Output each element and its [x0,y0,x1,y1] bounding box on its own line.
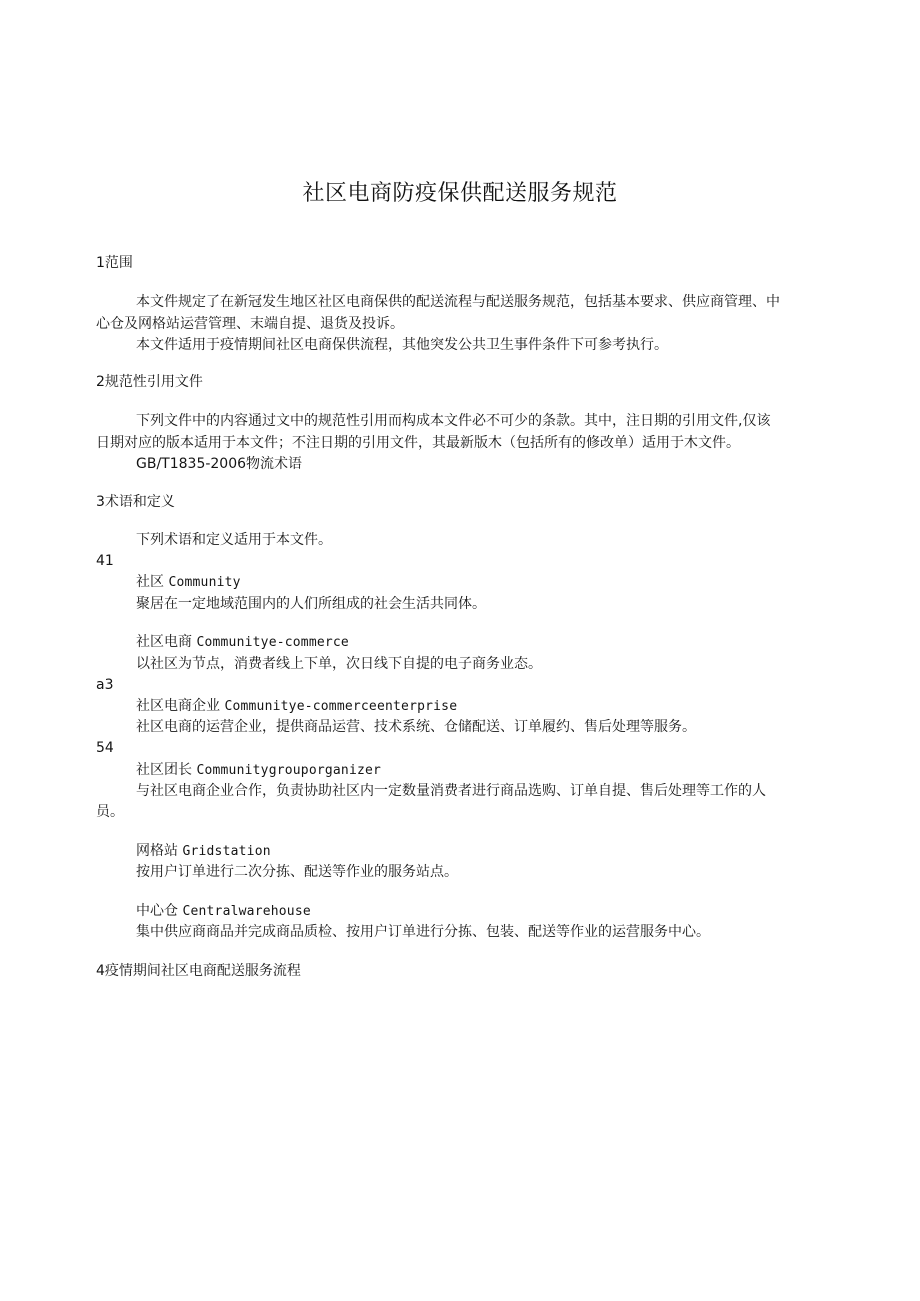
term-number: 41 [96,553,114,569]
term-en: Community [168,575,241,590]
section-4-heading: 4疫情期间社区电商配送服务流程 [96,963,301,979]
term-heading [136,632,349,653]
section-1-paragraph-2: 本文件适用于疫情期间社区电商保供流程，其他突发公共卫生事件条件下可参考执行。 [136,337,668,353]
section-2-reference: GB/T1835-2006物流术语 [136,456,303,472]
section-1-paragraph-1-line-2: 心仓及网格站运营管理、末端自提、退货及投诉。 [96,316,404,332]
section-2-paragraph-line-1: 下列文件中的内容通过文中的规范性引用而构成本文件必不可少的条款。其中，注日期的引用文件,仅该 [136,413,771,429]
term-definition-line-2: 员。 [96,804,124,820]
term-zh: 中心仓 [136,903,178,919]
term-definition-line-1: 与社区电商企业合作，负责协助社区内一定数量消费者进行商品选购、订单自提、售后处理等工作的人 [136,783,766,799]
term-en: Communitygrouporganizer [196,763,382,778]
term-heading [136,901,311,922]
term-definition: 以社区为节点，消费者线上下单，次日线下自提的电子商务业态。 [136,656,542,672]
document-title: 社区电商防疫保供配送服务规范 [302,181,618,206]
term-definition: 社区电商的运营企业，提供商品运营、技术系统、仓储配送、订单履约、售后处理等服务。 [136,719,696,735]
section-3-heading: 3术语和定义 [96,494,175,510]
term-en: Communitye-commerce [196,635,349,650]
term-zh: 网格站 [136,843,178,859]
term-zh: 社区电商企业 [136,698,220,714]
term-en: Centralwarehouse [182,904,311,919]
term-en: Communitye-commerceenterprise [224,699,458,714]
section-2-paragraph-line-2: 日期对应的版本适用于本文件；不注日期的引用文件，其最新版木（包括所有的修改单）适用于木文件。 [96,435,740,451]
term-en: Gridstation [182,844,271,859]
section-1-paragraph-1-line-1: 本文件规定了在新冠发生地区社区电商保供的配送流程与配送服务规范，包括基本要求、供应商管理、中 [136,294,780,310]
section-1-heading: 1范围 [96,255,133,271]
term-heading [136,760,381,781]
term-number: 54 [96,740,114,756]
term-heading [136,841,271,862]
term-zh: 社区 [136,574,164,590]
term-zh: 社区电商 [136,634,192,650]
term-definition: 按用户订单进行二次分拣、配送等作业的服务站点。 [136,864,458,880]
term-zh: 社区团长 [136,762,192,778]
section-2-heading: 2规范性引用文件 [96,374,203,390]
term-heading [136,696,457,717]
term-heading [136,572,241,593]
term-number: a3 [96,677,114,693]
section-3-intro: 下列术语和定义适用于本文件。 [136,532,332,548]
term-definition: 集中供应商商品并完成商品质检、按用户订单进行分拣、包装、配送等作业的运营服务中心。 [136,924,710,940]
term-definition: 聚居在一定地域范围内的人们所组成的社会生活共同体。 [136,596,486,612]
